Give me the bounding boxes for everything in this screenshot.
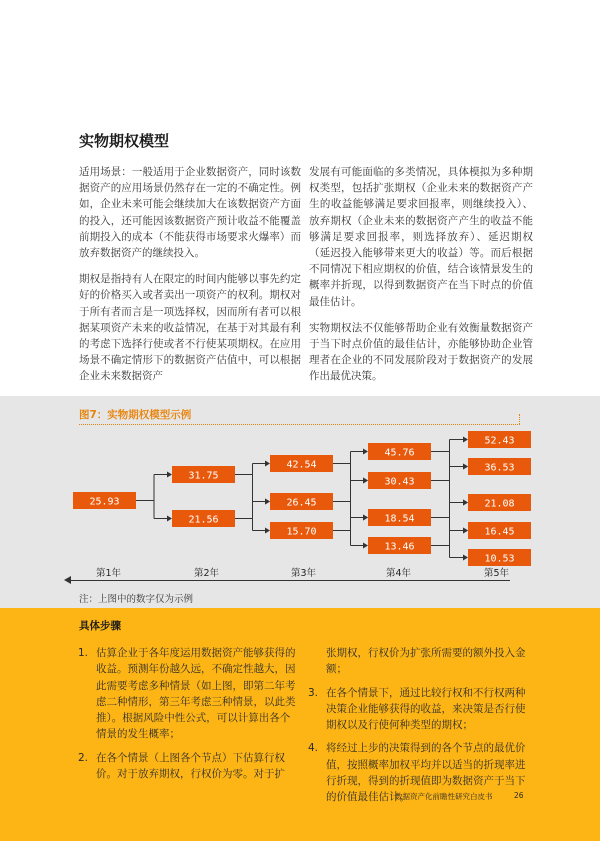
tree-node-value: 13.46	[384, 541, 415, 553]
step-number: 4.	[308, 742, 319, 755]
tree-arrowhead	[463, 464, 468, 470]
tree-arrowhead	[363, 478, 368, 484]
step-text: 估算企业于各年度运用数据资产能够获得的收益。预测年份越久远，不确定性越大，因此需要考虑多种情景（如上图，即第二年考虑二种情形，第三年考虑三种情景，以此类推）。根据风险中性公式，可以计算出各个情景的发生概率；	[96, 647, 296, 741]
steps-right-column	[308, 645, 530, 813]
step-item	[308, 685, 530, 734]
tree-arrowhead	[363, 543, 368, 549]
tree-node-value: 26.45	[286, 497, 317, 509]
step-number: 1.	[78, 647, 89, 659]
tree-node-value: 42.54	[286, 459, 317, 471]
year-label: 第2年	[194, 568, 220, 579]
tree-node-value: 25.93	[89, 496, 120, 508]
year-label: 第4年	[386, 568, 412, 579]
figure-title: 图7：实物期权模型示例	[79, 409, 192, 421]
tree-node-value: 16.45	[484, 526, 515, 538]
tree-arrowhead	[463, 555, 468, 561]
step-continuation: 张期权，行权价为扩张所需要的额外投入金额；	[326, 647, 526, 676]
paragraph: 期权是指持有人在限定的时间内能够以事先约定好的价格买入或者卖出一项资产的权利。期权对于所有者而言是一项选择权，因而所有者可以根据某项资产未来的收益情况，在基于对其最有利的考虑下选择行使或者不行使某项期权。在应用场景不确定情形下的数据资产估值中，可以根据企业未来数据资产	[79, 273, 301, 383]
tree-node-value: 10.53	[484, 553, 515, 565]
tree-node-value: 15.70	[286, 526, 317, 538]
tree-arrowhead	[265, 461, 270, 467]
step-number: 3.	[308, 686, 319, 699]
tree-arrowhead	[463, 437, 468, 443]
tree-arrowhead	[167, 472, 172, 478]
tree-node-value: 21.08	[484, 498, 515, 510]
step-text: 在各个情景（上图各个节点）下估算行权价。对于放弃期权，行权价为零。对于扩	[96, 751, 285, 781]
step-text: 将经过上步的决策得到的各个节点的最优价值，按照概率加权平均并以适当的折现率进行折现，得到的折现值即为数据资产于当下的价值最佳估计。	[326, 742, 526, 804]
tree-node-value: 30.43	[384, 476, 415, 488]
step-number: 2.	[78, 751, 89, 764]
year-label: 第5年	[484, 568, 510, 579]
step-item	[78, 645, 298, 743]
tree-arrowhead	[363, 449, 368, 455]
year-label: 第1年	[96, 568, 122, 579]
right-column	[309, 164, 533, 395]
step-text: 在各个情景下，通过比较行权和不行权两种决策企业能够获得的收益，来决策是否行使期权以及行使何种类型的期权；	[326, 686, 526, 732]
tree-node-value: 18.54	[384, 513, 415, 525]
steps-left-column	[78, 645, 298, 789]
tree-node-value: 45.76	[384, 447, 415, 459]
left-column	[79, 164, 301, 395]
step-item	[78, 750, 298, 783]
paragraph: 适用场景：一般适用于企业数据资产，同时该数据资产的应用场景仍然存在一定的不确定性。例如，企业未来可能会继续加大在该数据资产方面的投入，还可能因该数据资产预计收益不能覆盖前期投入的成本（不能获得市场要求火爆率）而放弃数据资产的继续投入。	[79, 166, 301, 260]
tree-arrowhead	[265, 528, 270, 534]
tree-node-value: 21.56	[188, 514, 219, 526]
tree-arrowhead	[463, 528, 468, 534]
year-label: 第3年	[291, 568, 317, 579]
tree-node-value: 52.43	[484, 435, 515, 447]
paragraph: 实物期权法不仅能够帮助企业有效衡量数据资产于当下时点价值的最佳估计，亦能够协助企业管理者在企业的不同发展阶段对于数据资产的发展作出最优决策。	[309, 321, 533, 383]
tree-node-value: 36.53	[484, 462, 515, 474]
paragraph: 发展有可能面临的多类情况，具体模拟为多种期权类型，包括扩张期权（企业未来的数据资产产生的收益能够满足要求回报率，则继续投入）、放弃期权（企业未来的数据资产产生的收益不能够满足要求回报率，则选择放弃）、延迟期权（延迟投入能够带来更大的收益）等。而后根据不同情况下相应期权的价值，结合该情景发生的概率并折现，以得到数据资产在当下时点的价值最佳估计。	[309, 166, 533, 308]
footer-doc-title: 数据资产化前瞻性研究白皮书	[395, 792, 493, 801]
tree-node-value: 31.75	[188, 470, 219, 482]
figure-note: 注：上图中的数字仅为示例	[79, 594, 194, 605]
section-title: 实物期权模型	[79, 132, 170, 150]
tree-arrowhead	[363, 515, 368, 521]
tree-nodes	[73, 431, 531, 566]
tree-arrowhead	[463, 500, 468, 506]
tree-arrowhead	[167, 516, 172, 522]
steps-title: 具体步骤	[79, 620, 121, 632]
tree-arrowhead	[265, 499, 270, 505]
timeline-arrow	[70, 580, 510, 581]
page-number: 26	[514, 791, 524, 800]
